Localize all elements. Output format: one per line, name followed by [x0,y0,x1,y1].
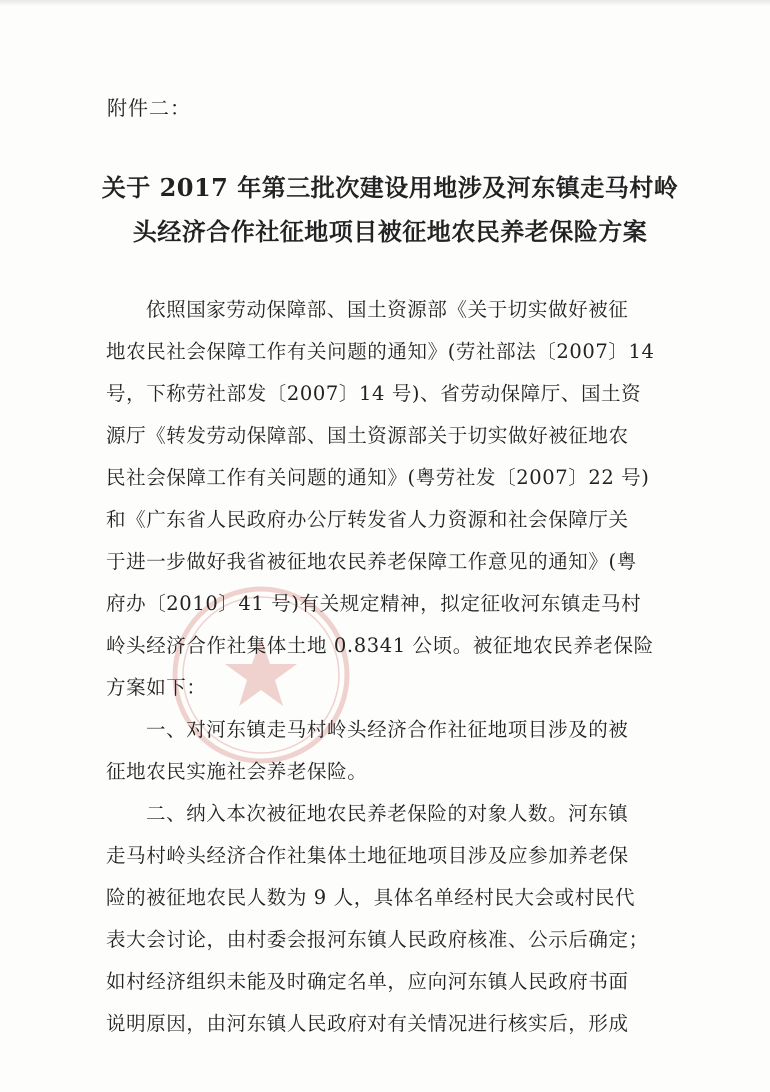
body-line: 如村经济组织未能及时确定名单，应向河东镇人民政府书面 [106,970,629,993]
body-line: 府办〔2010〕41 号)有关规定精神，拟定征收河东镇走马村 [106,592,642,615]
body-line: 岭头经济合作社集体土地 0.8341 公顷。被征地农民养老保险 [106,634,654,657]
scan-edge-shadow [0,0,770,6]
body-line: 征地农民实施社会养老保险。 [106,760,368,783]
body-line: 于进一步做好我省被征地农民养老保障工作意见的通知》(粤 [106,550,637,573]
body-line: 民社会保障工作有关问题的通知》(粤劳社发〔2007〕22 号) [106,466,650,489]
attachment-label: 附件二： [107,96,191,120]
body-line: 一、对河东镇走马村岭头经济合作社征地项目涉及的被 [146,718,629,741]
body-line: 和《广东省人民政府办公厅转发省人力资源和社会保障厅关 [106,508,629,531]
body-line: 源厅《转发劳动保障部、国土资源部关于切实做好被征地农 [106,424,629,447]
body-line: 表大会讨论，由村委会报河东镇人民政府核准、公示后确定； [106,928,649,951]
document-body [106,289,676,1045]
document-title [100,166,680,254]
title-line-1: 关于 2017 年第三批次建设用地涉及河东镇走马村岭 [101,173,679,202]
body-line: 号，下称劳社部发〔2007〕14 号)、省劳动保障厅、国土资 [106,382,642,405]
body-line: 二、纳入本次被征地农民养老保险的对象人数。河东镇 [146,802,629,825]
title-line-2: 头经济合作社征地项目被征地农民养老保险方案 [132,217,648,246]
body-line: 地农民社会保障工作有关问题的通知》(劳社部法〔2007〕14 [106,340,655,363]
body-line: 走马村岭头经济合作社集体土地征地项目涉及应参加养老保 [106,844,629,867]
body-line: 依照国家劳动保障部、国土资源部《关于切实做好被征 [146,298,629,321]
body-line: 方案如下： [106,676,207,699]
body-line: 险的被征地农民人数为 9 人，具体名单经村民大会或村民代 [106,886,636,909]
body-line: 说明原因，由河东镇人民政府对有关情况进行核实后，形成 [106,1012,629,1035]
